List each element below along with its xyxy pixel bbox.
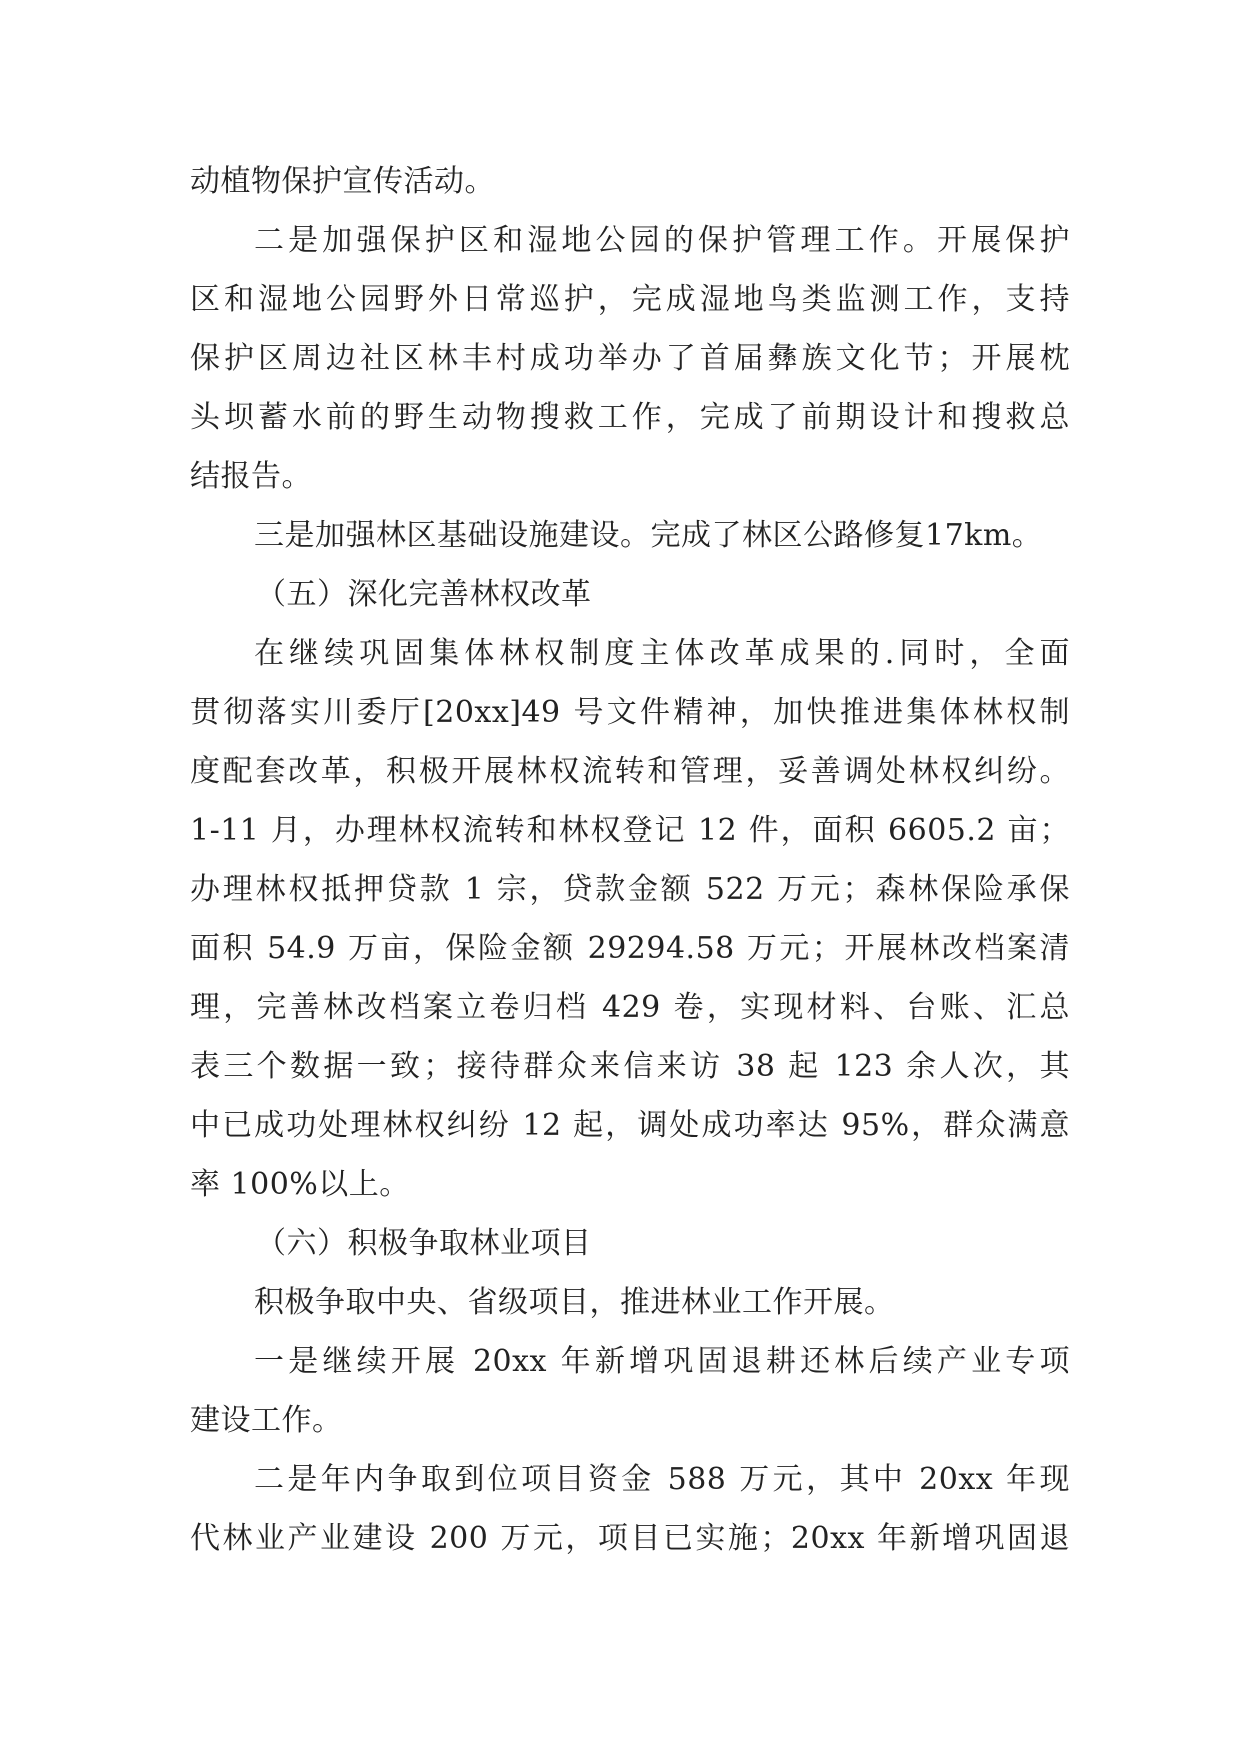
document-body <box>190 152 1070 1568</box>
paragraph-line: 保护区周边社区林丰村成功举办了首届彝族文化节；开展枕 <box>190 341 1070 376</box>
section-heading: （六）积极争取林业项目 <box>256 1226 592 1261</box>
paragraph-line: 在继续巩固集体林权制度主体改革成果的.同时，全面 <box>254 636 1070 671</box>
paragraph-line: 结报告。 <box>190 459 312 494</box>
paragraph-line: 一是继续开展 20xx 年新增巩固退耕还林后续产业专项 <box>254 1344 1070 1379</box>
paragraph-line: 动植物保护宣传活动。 <box>190 164 495 199</box>
paragraph-line: 三是加强林区基础设施建设。完成了林区公路修复17km。 <box>254 518 1043 553</box>
paragraph-line: 积极争取中央、省级项目，推进林业工作开展。 <box>254 1285 895 1320</box>
paragraph-line: 代林业产业建设 200 万元，项目已实施；20xx 年新增巩固退 <box>190 1521 1070 1556</box>
paragraph-line: 区和湿地公园野外日常巡护，完成湿地鸟类监测工作，支持 <box>190 282 1070 317</box>
paragraph-line: 度配套改革，积极开展林权流转和管理，妥善调处林权纠纷。 <box>190 754 1070 789</box>
paragraph-line: 中已成功处理林权纠纷 12 起，调处成功率达 95%，群众满意 <box>190 1108 1070 1143</box>
paragraph-line: 理，完善林改档案立卷归档 429 卷，实现材料、台账、汇总 <box>190 990 1070 1025</box>
paragraph-line: 表三个数据一致；接待群众来信来访 38 起 123 余人次，其 <box>190 1049 1070 1084</box>
paragraph-line: 率 100%以上。 <box>190 1167 410 1202</box>
paragraph-line: 二是年内争取到位项目资金 588 万元，其中 20xx 年现 <box>254 1462 1070 1497</box>
paragraph-line: 面积 54.9 万亩，保险金额 29294.58 万元；开展林改档案清 <box>190 931 1070 966</box>
paragraph-line: 贯彻落实川委厅[20xx]49 号文件精神，加快推进集体林权制 <box>190 695 1070 730</box>
paragraph-line: 头坝蓄水前的野生动物搜救工作，完成了前期设计和搜救总 <box>190 400 1070 435</box>
paragraph-line: 办理林权抵押贷款 1 宗，贷款金额 522 万元；森林保险承保 <box>190 872 1070 907</box>
paragraph-line: 1-11 月，办理林权流转和林权登记 12 件，面积 6605.2 亩； <box>190 813 1070 848</box>
paragraph-line: 二是加强保护区和湿地公园的保护管理工作。开展保护 <box>254 223 1070 258</box>
paragraph-line: 建设工作。 <box>190 1403 343 1438</box>
section-heading: （五）深化完善林权改革 <box>256 577 592 612</box>
